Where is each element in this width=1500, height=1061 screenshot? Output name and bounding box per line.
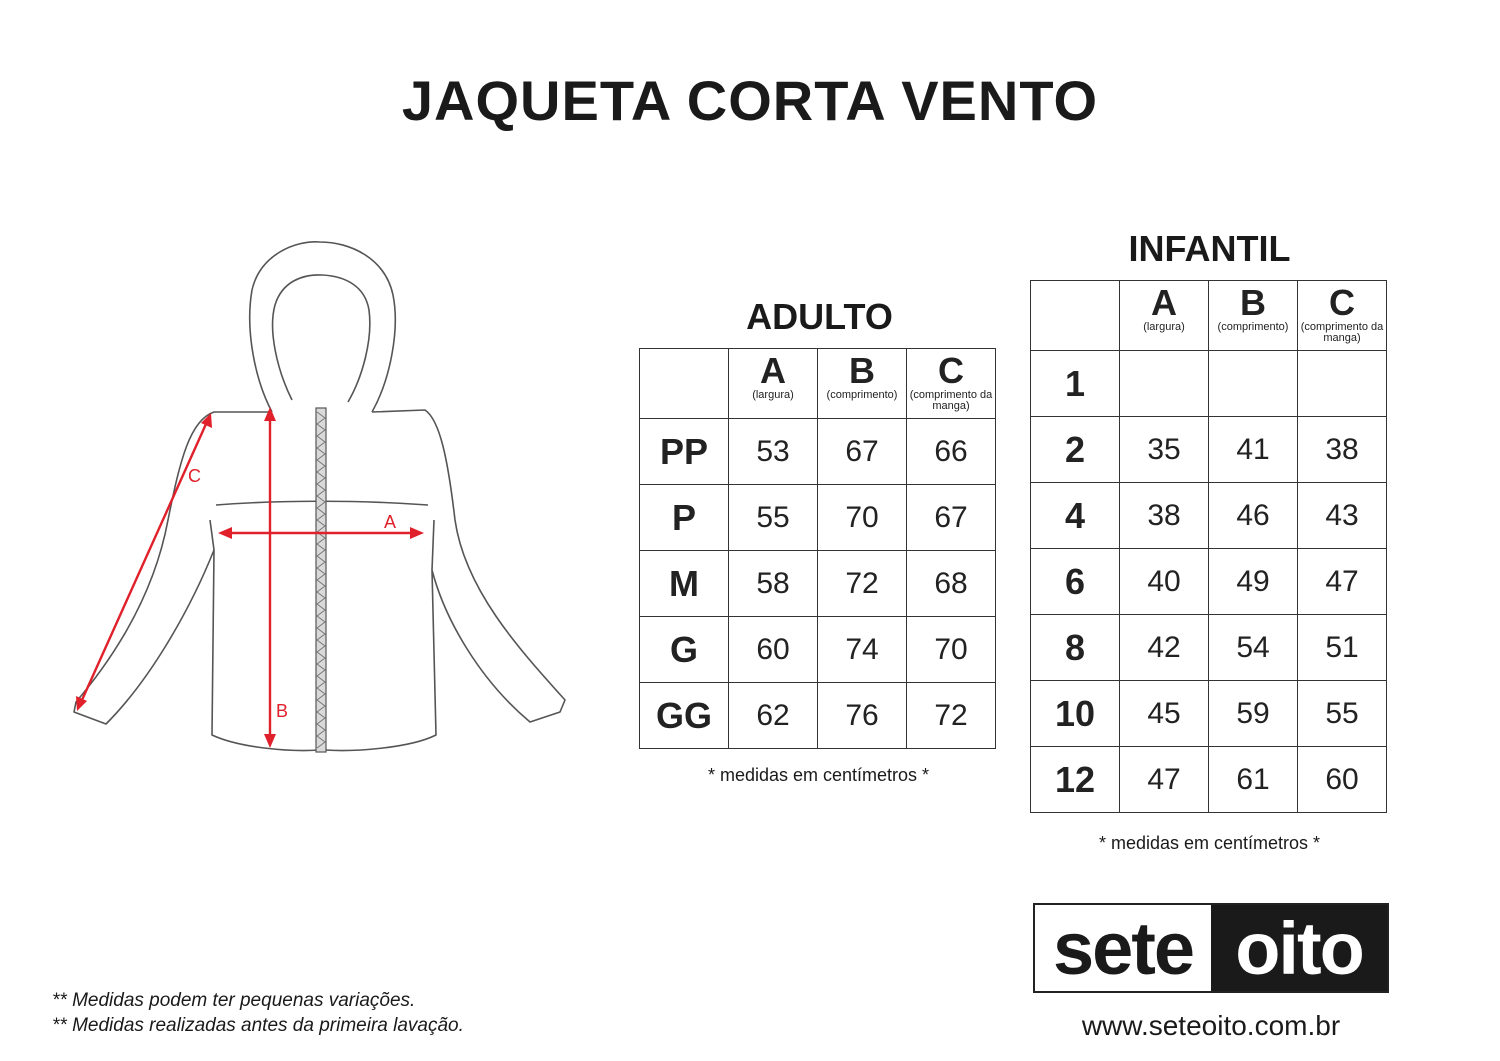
corner-cell: [1031, 281, 1120, 351]
value-c: 51: [1298, 615, 1387, 681]
table-row: [1031, 483, 1387, 549]
table-row: [1031, 747, 1387, 813]
value-b: 46: [1209, 483, 1298, 549]
brand-logo: [1033, 903, 1389, 993]
header-b: B (comprimento): [1209, 281, 1298, 351]
size-label: 1: [1031, 351, 1120, 417]
website-url[interactable]: www.seteoito.com.br: [1081, 1010, 1341, 1041]
table-row: [640, 683, 996, 749]
table-row: [1031, 351, 1387, 417]
adulto-note: * medidas em centímetros *: [707, 765, 930, 785]
size-label: 6: [1031, 549, 1120, 615]
label-b: B: [276, 701, 289, 721]
value-b: 61: [1209, 747, 1298, 813]
value-b: 70: [818, 485, 907, 551]
corner-cell: [640, 349, 729, 419]
logo-oito: oito: [1211, 905, 1387, 991]
value-c: 60: [1298, 747, 1387, 813]
table-header-row: [1031, 281, 1387, 351]
value-c: 43: [1298, 483, 1387, 549]
value-b: 41: [1209, 417, 1298, 483]
table-row: [1031, 549, 1387, 615]
value-a: 55: [729, 485, 818, 551]
footnote-washing: ** Medidas realizadas antes da primeira lavação.: [52, 1015, 464, 1036]
size-label: 12: [1031, 747, 1120, 813]
value-c: 47: [1298, 549, 1387, 615]
header-a: A (largura): [1120, 281, 1209, 351]
size-label: PP: [640, 419, 729, 485]
value-b: [1209, 351, 1298, 417]
label-a: A: [384, 512, 397, 532]
value-c: 55: [1298, 681, 1387, 747]
value-b: 76: [818, 683, 907, 749]
label-c: C: [188, 466, 201, 486]
value-a: 40: [1120, 549, 1209, 615]
value-a: 35: [1120, 417, 1209, 483]
size-label: 8: [1031, 615, 1120, 681]
table-row: [640, 551, 996, 617]
size-label: GG: [640, 683, 729, 749]
page-title: JAQUETA CORTA VENTO: [401, 69, 1099, 132]
size-label: G: [640, 617, 729, 683]
table-row: [640, 485, 996, 551]
value-b: 54: [1209, 615, 1298, 681]
header-b: B (comprimento): [818, 349, 907, 419]
infantil-note: * medidas em centímetros *: [1098, 833, 1321, 853]
value-a: 58: [729, 551, 818, 617]
value-c: 38: [1298, 417, 1387, 483]
value-a: 42: [1120, 615, 1209, 681]
value-a: 45: [1120, 681, 1209, 747]
value-b: 49: [1209, 549, 1298, 615]
value-b: 74: [818, 617, 907, 683]
table-row: [1031, 681, 1387, 747]
value-c: 67: [907, 485, 996, 551]
value-a: 53: [729, 419, 818, 485]
value-b: 72: [818, 551, 907, 617]
size-label: 10: [1031, 681, 1120, 747]
size-label: 2: [1031, 417, 1120, 483]
adulto-table: [639, 348, 996, 749]
logo-sete: sete: [1052, 906, 1194, 990]
value-c: 70: [907, 617, 996, 683]
value-c: 68: [907, 551, 996, 617]
table-row: [1031, 417, 1387, 483]
size-label: P: [640, 485, 729, 551]
table-row: [640, 419, 996, 485]
size-label: M: [640, 551, 729, 617]
header-c: C (comprimento da manga): [907, 349, 996, 419]
table-row: [1031, 615, 1387, 681]
infantil-table: [1030, 280, 1387, 813]
footnote-variations: ** Medidas podem ter pequenas variações.: [52, 990, 416, 1011]
value-a: 38: [1120, 483, 1209, 549]
size-label: 4: [1031, 483, 1120, 549]
table-header-row: [640, 349, 996, 419]
value-b: 59: [1209, 681, 1298, 747]
header-c: C (comprimento da manga): [1298, 281, 1387, 351]
value-c: 72: [907, 683, 996, 749]
value-a: 62: [729, 683, 818, 749]
header-a: A (largura): [729, 349, 818, 419]
value-a: 47: [1120, 747, 1209, 813]
jacket-diagram: [60, 240, 580, 770]
value-a: [1120, 351, 1209, 417]
adulto-title: ADULTO: [746, 296, 893, 337]
value-c: [1298, 351, 1387, 417]
table-row: [640, 617, 996, 683]
value-a: 60: [729, 617, 818, 683]
value-c: 66: [907, 419, 996, 485]
infantil-title: INFANTIL: [1128, 228, 1291, 269]
value-b: 67: [818, 419, 907, 485]
